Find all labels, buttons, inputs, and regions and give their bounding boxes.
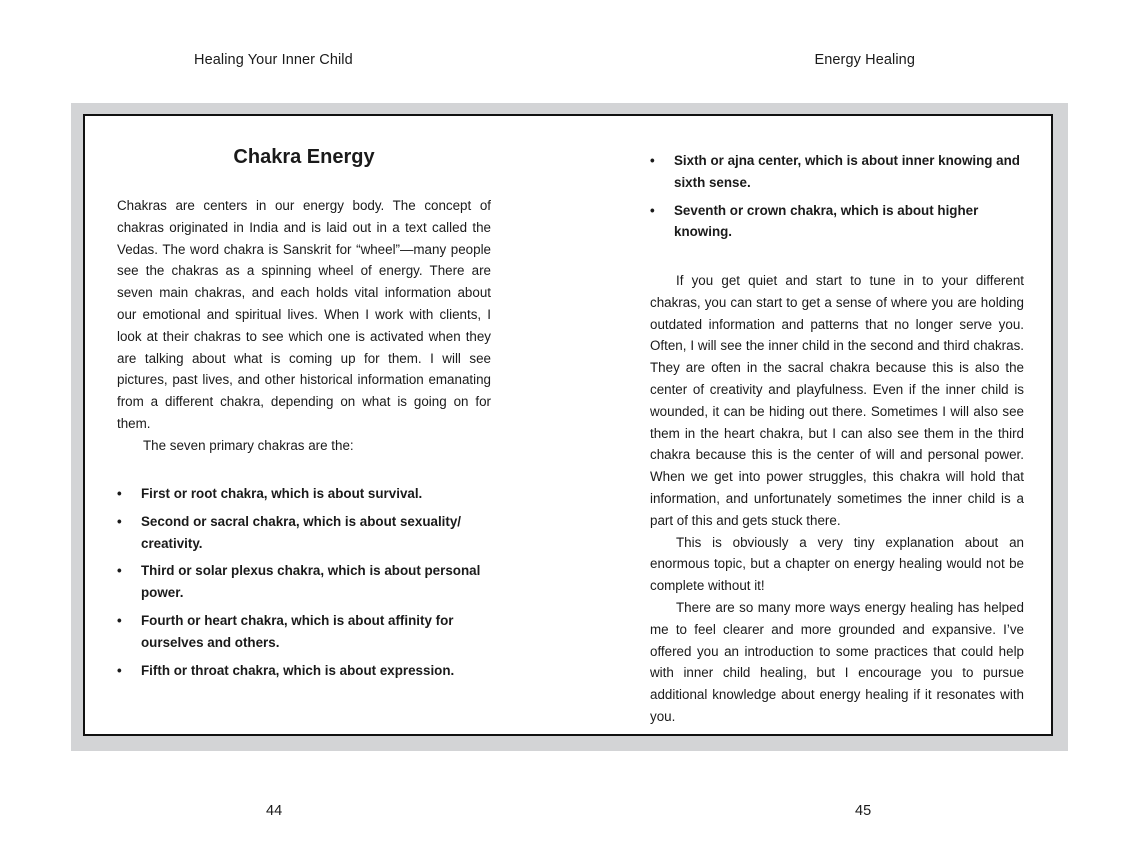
running-head-left: Healing Your Inner Child [194, 52, 353, 68]
list-item: • Fourth or heart chakra, which is about affinity for ourselves and others. [117, 610, 491, 654]
paragraph: Chakras are centers in our energy body. The concept of chakras originated in India and is laid out in a text called the Vedas. The word chakra is Sanskrit for “wheel”—many people see the chakras as a spinning wheel of energy. There are seven main chakras, and each holds vital information about our emotional and spiritual lives. When I work with clients, I look at their chakras to see which one is activated when they are talking about what is coming up for them. I will see pictures, past lives, and other historical information emanating from a different chakra, depending on what is going on for them. [117, 198, 491, 431]
list-item: • First or root chakra, which is about survival. [117, 483, 491, 505]
right-body-text [650, 270, 1024, 728]
paragraph: The seven primary chakras are the: [143, 437, 354, 453]
page-number-left: 44 [266, 803, 283, 819]
list-item: • Fifth or throat chakra, which is about expression. [117, 660, 491, 682]
list-item: • Second or sacral chakra, which is about sexuality/ creativity. [117, 511, 491, 555]
paragraph: There are so many more ways energy healing has helped me to feel clearer and more grounded and expansive. I’ve offered you an introduction to some practices that could help with inner child healing, but I encourage you to pursue additional knowledge about energy healing if it resonates with you. [650, 599, 1024, 724]
paragraph: This is obviously a very tiny explanation about an enormous topic, but a chapter on energy healing would not be complete without it! [650, 534, 1024, 594]
left-body-text [117, 195, 491, 457]
page-number-right: 45 [855, 803, 872, 819]
list-item: • Sixth or ajna center, which is about inner knowing and sixth sense. [650, 150, 1024, 194]
paragraph: If you get quiet and start to tune in to your different chakras, you can start to get a sense of where you are holding outdated information and patterns that no longer serve you. Often, I will see the inner child in the second and third chakras. They are often in the sacral chakra because this is also the center of creativity and playfulness. Even if the inner child is wounded, it can be hiding out there. Sometimes I will also see them in the heart chakra, but I can also see them in the third chakra because this is the center of will and personal power. When we get into power struggles, this chakra will hold that information, and unfortunately sometimes the inner child is a part of this and gets stuck there. [650, 273, 1024, 528]
chakra-list-right [650, 150, 1024, 249]
running-head-right: Energy Healing [814, 52, 915, 68]
list-item: • Seventh or crown chakra, which is about higher knowing. [650, 200, 1024, 244]
content-box [83, 114, 1053, 736]
chapter-title: Chakra Energy [233, 146, 375, 168]
chakra-list-left [117, 483, 491, 687]
list-item: • Third or solar plexus chakra, which is about personal power. [117, 560, 491, 604]
